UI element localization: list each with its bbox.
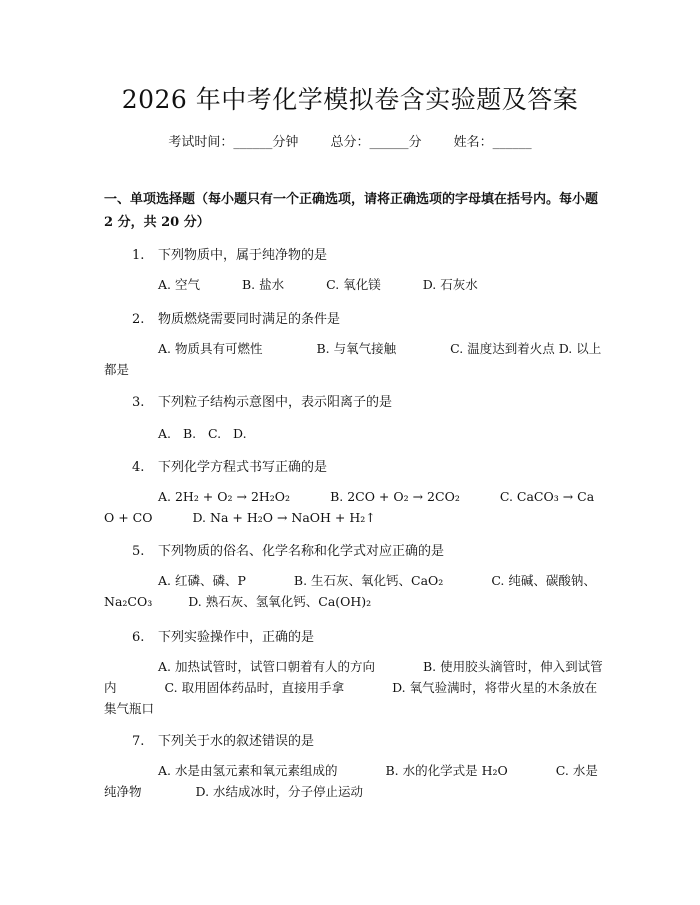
question-6 (132, 626, 314, 645)
question-2-options (104, 338, 604, 380)
option-c: C. CaCO₃ → CaO + CO (104, 489, 595, 525)
question-text: 下列物质的俗名、化学名称和化学式对应正确的是 (158, 544, 445, 559)
question-number: 1. (132, 248, 145, 263)
option-a: A. 2H₂ + O₂ → 2H₂O₂ (158, 489, 291, 504)
question-1-options (104, 274, 604, 295)
question-1 (132, 244, 327, 263)
page-title: 2026 年中考化学模拟卷含实验题及答案 (121, 85, 579, 114)
question-text: 下列物质中，属于纯净物的是 (158, 248, 328, 263)
question-number: 2. (132, 312, 145, 327)
option-d: D. 石灰水 (422, 277, 478, 292)
exam-info-line (0, 131, 700, 150)
question-text: 物质燃烧需要同时满足的条件是 (158, 312, 341, 327)
option-b: B. (182, 426, 197, 441)
option-d: D. Na + H₂O → NaOH + H₂↑ (192, 510, 376, 525)
question-7 (132, 730, 314, 749)
option-d: D. 水结成冰时，分子停止运动 (195, 784, 364, 799)
question-number: 5. (132, 544, 145, 559)
option-c: C. 取用固体药品时，直接用手拿 (164, 680, 345, 695)
section-heading: 一、单项选择题（每小题只有一个正确选项，请将正确选项的字母填在括号内。每小题 2 分，共 20 分） (104, 192, 599, 230)
option-c: C. 水是纯净物 (104, 763, 598, 799)
question-text: 下列粒子结构示意图中，表示阳离子的是 (158, 395, 393, 410)
option-b: B. 2CO + O₂ → 2CO₂ (330, 489, 460, 504)
question-2 (132, 308, 340, 327)
option-a: A. 水是由氢元素和氧元素组成的 (158, 763, 338, 778)
student-name-field: 姓名：______ (453, 135, 532, 150)
option-c: C. 温度达到着火点 (450, 341, 555, 356)
option-d: D. (233, 426, 247, 441)
option-b: B. 与氧气接触 (316, 341, 397, 356)
option-a: A. 加热试管时，试管口朝着有人的方向 (158, 659, 375, 674)
question-3 (132, 391, 392, 410)
total-score-field: 总分：______分 (330, 135, 422, 150)
question-number: 7. (132, 734, 145, 749)
question-number: 6. (132, 630, 145, 645)
question-4-options (104, 486, 604, 528)
option-b: B. 盐水 (241, 277, 285, 292)
option-c: C. (208, 426, 222, 441)
question-3-options (104, 423, 604, 444)
option-c: C. 氧化镁 (326, 277, 381, 292)
option-b: B. 使用胶头滴管时，伸入到试管内 (104, 659, 603, 695)
option-a: A. 空气 (158, 277, 200, 292)
question-5 (132, 540, 444, 559)
option-d: D. 氧气验满时，将带火星的木条放在集气瓶口 (104, 680, 598, 716)
question-7-options (104, 760, 604, 802)
option-c: C. 纯碱、碳酸钠、Na₂CO₃ (104, 573, 596, 609)
question-4 (132, 456, 327, 475)
question-text: 下列关于水的叙述错误的是 (158, 734, 315, 749)
question-text: 下列化学方程式书写正确的是 (158, 460, 328, 475)
question-number: 4. (132, 460, 145, 475)
option-b: B. 生石灰、氧化钙、CaO₂ (293, 573, 444, 588)
question-number: 3. (132, 395, 145, 410)
option-a: A. 红磷、磷、P (158, 573, 246, 588)
question-6-options (104, 656, 604, 719)
option-a: A. (158, 426, 172, 441)
option-a: A. 物质具有可燃性 (158, 341, 263, 356)
question-text: 下列实验操作中，正确的是 (158, 630, 315, 645)
option-d: D. 以上都是 (104, 341, 602, 377)
question-5-options (104, 570, 604, 612)
exam-time-field: 考试时间：______分钟 (168, 135, 299, 150)
option-b: B. 水的化学式是 H₂O (385, 763, 508, 778)
option-d: D. 熟石灰、氢氧化钙、Ca(OH)₂ (188, 594, 372, 609)
